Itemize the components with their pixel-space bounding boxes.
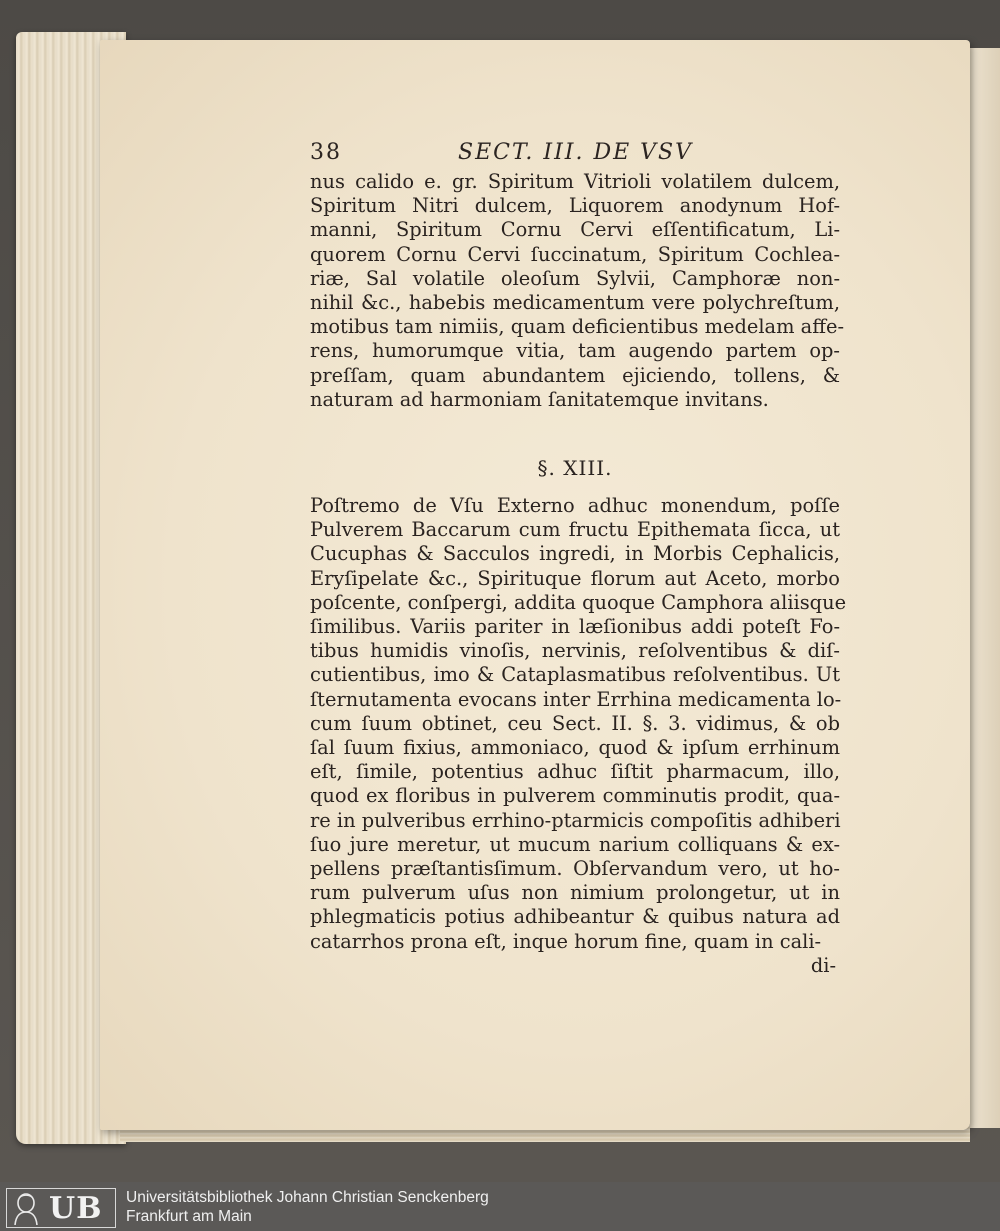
text-line: ſuo jure meretur, ut mucum narium colliquans & ex-	[310, 832, 840, 856]
text-line: Poſtremo de Vſu Externo adhuc monendum, poſſe	[310, 494, 840, 518]
text-line: phlegmaticis potius adhibeantur & quibus natura ad	[310, 905, 840, 929]
text-line: Eryſipelate &c., Spirituque florum aut Aceto, morbo	[310, 566, 840, 590]
page-text	[310, 140, 847, 978]
text-line: riæ, Sal volatile oleoſum Sylvii, Camphoræ non-	[310, 266, 840, 290]
text-line: ſal ſuum fixius, ammoniaco, quod & ipſum errhinum	[310, 736, 840, 760]
paragraph-1	[310, 170, 845, 412]
text-line: ſternutamenta evocans inter Errhina medicamenta lo-	[310, 687, 842, 711]
text-line: naturam ad harmoniam ſanitatemque invitans.	[310, 387, 769, 411]
text-line: nihil &c., habebis medicamentum vere polychreſtum,	[310, 291, 840, 315]
text-line: re in pulveribus errhino-ptarmicis compoſitis adhiberi	[310, 808, 841, 832]
text-line: rum pulverum uſus non nimium prolongetur, ut in	[310, 881, 840, 905]
library-name-line2: Frankfurt am Main	[126, 1208, 252, 1225]
text-line: Spiritum Nitri dulcem, Liquorem anodynum Hof-	[310, 194, 840, 218]
text-line: poſcente, conſpergi, addita quoque Camphora aliisque	[310, 590, 847, 614]
text-line: quorem Cornu Cervi ſuccinatum, Spiritum Cochlea-	[310, 242, 840, 266]
text-line: cum ſuum obtinet, ceu Sect. II. §. 3. vidimus, & ob	[310, 711, 840, 735]
text-line: rens, humorumque vitia, tam augendo partem op-	[310, 339, 840, 363]
text-line: nus calido e. gr. Spiritum Vitrioli volatilem dulcem,	[310, 170, 840, 193]
text-line: manni, Spiritum Cornu Cervi eſſentificatum, Li-	[310, 218, 840, 242]
text-line: tibus humidis vinoſis, nervinis, reſolventibus & diſ-	[310, 639, 840, 663]
text-line: motibus tam nimiis, quam deficientibus medelam affe-	[310, 315, 845, 339]
portrait-icon	[7, 1190, 45, 1226]
logo-text: UB	[49, 1190, 103, 1226]
text-line: pellens præſtantisſimum. Obſervandum vero, ut ho-	[310, 857, 840, 881]
page-number: 38	[310, 140, 342, 165]
footer-bar	[0, 1182, 1000, 1231]
catchword: di-	[810, 953, 836, 977]
text-line: catarrhos prona eſt, inque horum fine, quam in cali-	[310, 929, 822, 953]
text-line: quod ex floribus in pulverem comminutis prodit, qua-	[310, 784, 840, 808]
text-line: ſimilibus. Variis pariter in læſionibus addi poteſt Fo-	[310, 615, 840, 639]
paragraph-2	[310, 494, 847, 954]
running-title: SECT. III. DE VSV	[458, 140, 693, 165]
running-head	[310, 140, 840, 170]
library-logo[interactable]	[6, 1188, 116, 1228]
library-name	[126, 1188, 489, 1226]
text-line: Cucuphas & Sacculos ingredi, in Morbis Cephalicis,	[310, 542, 840, 566]
text-line: Pulverem Baccarum cum fructu Epithemata ſicca, ut	[310, 518, 840, 542]
text-line: eſt, ſimile, potentius adhuc ſiſtit pharmacum, illo,	[310, 760, 840, 784]
text-line: cutientibus, imo & Cataplasmatibus reſolventibus. Ut	[310, 663, 840, 687]
section-heading: §. XIII.	[537, 456, 613, 481]
library-name-line1: Universitätsbibliothek Johann Christian Senckenberg	[126, 1189, 489, 1206]
text-line: preſſam, quam abundantem ejiciendo, tollens, &	[310, 363, 840, 387]
